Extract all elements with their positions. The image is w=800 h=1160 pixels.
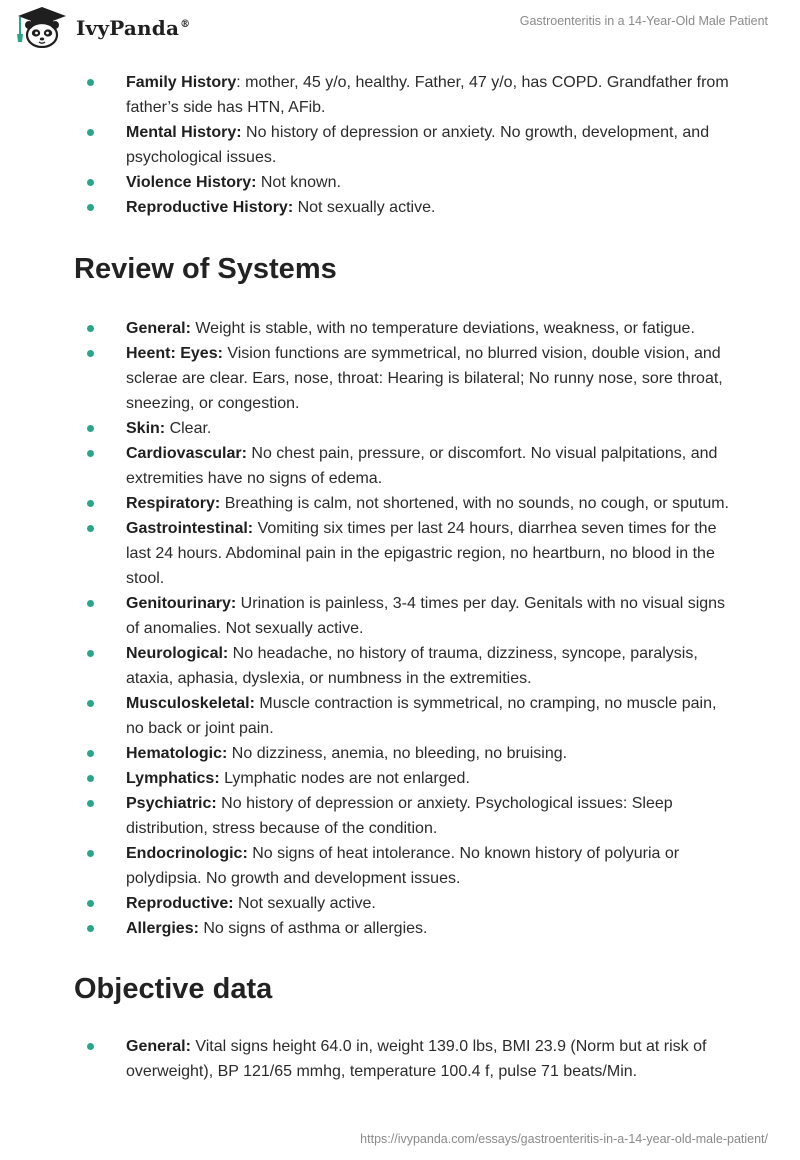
- list-item: Respiratory: Breathing is calm, not shortened, with no sounds, no cough, or sputum.: [0, 491, 800, 516]
- list-item: Violence History: Not known.: [0, 170, 800, 195]
- bullet-icon: [87, 500, 94, 507]
- bullet-icon: [87, 650, 94, 657]
- list-item: Neurological: No headache, no history of trauma, dizziness, syncope, paralysis, ataxia, aphasia, dyslexia, or numbness in the extremities.: [0, 641, 800, 691]
- bullet-icon: [87, 450, 94, 457]
- list-item: Gastrointestinal: Vomiting six times per last 24 hours, diarrhea seven times for the last 24 hours. Abdominal pain in the epigastric region, no heartburn, no blood in the stool.: [0, 516, 800, 591]
- section-heading-review: Review of Systems: [74, 253, 337, 285]
- review-list: [0, 316, 800, 941]
- bullet-icon: [87, 525, 94, 532]
- bullet-icon: [87, 925, 94, 932]
- list-item: Reproductive History: Not sexually active.: [0, 195, 800, 220]
- page-header: [0, 0, 800, 60]
- list-item: General: Vital signs height 64.0 in, weight 139.0 lbs, BMI 23.9 (Norm but at risk of overweight), BP 121/65 mmhg, temperature 100.4 f, pulse 71 beats/Min.: [0, 1034, 800, 1084]
- list-item: Mental History: No history of depression or anxiety. No growth, development, and psychological issues.: [0, 120, 800, 170]
- bullet-icon: [87, 129, 94, 136]
- list-item: Psychiatric: No history of depression or anxiety. Psychological issues: Sleep distribution, stress because of the condition.: [0, 791, 800, 841]
- bullet-icon: [87, 1043, 94, 1050]
- list-item: General: Weight is stable, with no temperature deviations, weakness, or fatigue.: [0, 316, 800, 341]
- source-url-link[interactable]: https://ivypanda.com/essays/gastroenteritis-in-a-14-year-old-male-patient/: [360, 1132, 768, 1146]
- bullet-icon: [87, 775, 94, 782]
- panda-graduate-icon: [14, 6, 70, 48]
- bullet-icon: [87, 900, 94, 907]
- list-item: Reproductive: Not sexually active.: [0, 891, 800, 916]
- list-item: Skin: Clear.: [0, 416, 800, 441]
- bullet-icon: [87, 425, 94, 432]
- list-item: Musculoskeletal: Muscle contraction is symmetrical, no cramping, no muscle pain, no back or joint pain.: [0, 691, 800, 741]
- bullet-icon: [87, 179, 94, 186]
- list-item: Endocrinologic: No signs of heat intolerance. No known history of polyuria or polydipsia. No growth and development issues.: [0, 841, 800, 891]
- bullet-icon: [87, 325, 94, 332]
- history-list: [0, 70, 800, 220]
- list-item: Allergies: No signs of asthma or allergies.: [0, 916, 800, 941]
- bullet-icon: [87, 800, 94, 807]
- bullet-icon: [87, 750, 94, 757]
- bullet-icon: [87, 79, 94, 86]
- list-item: Lymphatics: Lymphatic nodes are not enlarged.: [0, 766, 800, 791]
- section-heading-objective: Objective data: [74, 973, 273, 1005]
- bullet-icon: [87, 204, 94, 211]
- bullet-icon: [87, 700, 94, 707]
- bullet-icon: [87, 850, 94, 857]
- list-item: Cardiovascular: No chest pain, pressure, or discomfort. No visual palpitations, and extremities have no signs of edema.: [0, 441, 800, 491]
- bullet-icon: [87, 350, 94, 357]
- essay-content: [0, 70, 800, 1084]
- list-item: Genitourinary: Urination is painless, 3-4 times per day. Genitals with no visual signs of anomalies. Not sexually active.: [0, 591, 800, 641]
- ivypanda-logo[interactable]: [14, 6, 190, 48]
- document-title: Gastroenteritis in a 14-Year-Old Male Patient: [519, 14, 768, 28]
- list-item: Family History: mother, 45 y/o, healthy. Father, 47 y/o, has COPD. Grandfather from father’s side has HTN, AFib.: [0, 70, 800, 120]
- list-item: Hematologic: No dizziness, anemia, no bleeding, no bruising.: [0, 741, 800, 766]
- bullet-icon: [87, 600, 94, 607]
- list-item: Heent: Eyes: Vision functions are symmetrical, no blurred vision, double vision, and sclerae are clear. Ears, nose, throat: Hearing is bilateral; No runny nose, sore throat, sneezing, or congestion.: [0, 341, 800, 416]
- logo-wordmark: IvyPanda®: [76, 16, 191, 40]
- objective-list: [0, 1034, 800, 1084]
